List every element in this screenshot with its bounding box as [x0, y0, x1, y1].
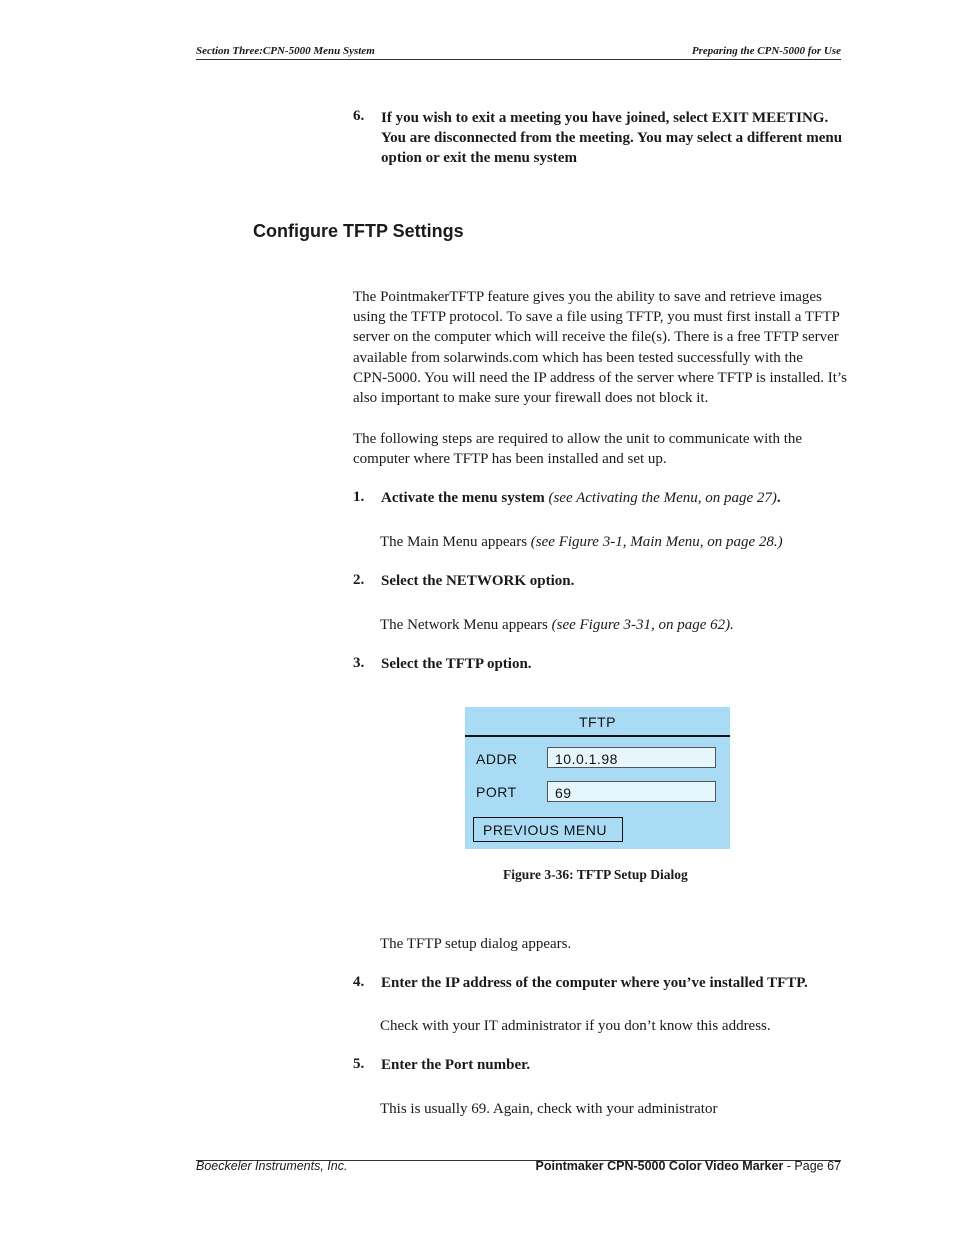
step-1-instruction: Activate the menu system [381, 490, 545, 506]
step-3-instruction: Select the TFTP option. [381, 656, 532, 672]
footer-page-number: - Page 67 [783, 1159, 841, 1173]
step-2-note-text: The Network Menu appears [380, 617, 552, 633]
port-field[interactable] [547, 781, 716, 802]
header-section-title: Section Three:CPN-5000 Menu System [196, 45, 375, 57]
paragraph-line: available from solarwinds.com which has been tested successfully with the [353, 349, 803, 366]
addr-value: 10.0.1.98 [555, 751, 618, 767]
paragraph-line: also important to make sure your firewall does not block it. [353, 390, 709, 407]
paragraph-line: CPN-5000. You will need the IP address of the server where TFTP is installed. It’s [353, 369, 847, 386]
paragraph-line: using the TFTP protocol. To save a file using TFTP, you must first install a TFTP [353, 309, 840, 326]
step-3-note: The TFTP setup dialog appears. [380, 936, 572, 952]
dialog-title: TFTP [579, 714, 616, 730]
step-5-instruction: Enter the Port number. [381, 1057, 531, 1073]
step-2-number: 2. [353, 572, 365, 588]
step-2-note [380, 615, 850, 635]
previous-menu-button[interactable] [473, 817, 623, 842]
step-6-text [381, 108, 851, 169]
intro-paragraph [353, 287, 853, 408]
figure-caption: Figure 3-36: TFTP Setup Dialog [503, 867, 688, 882]
port-label: PORT [476, 784, 517, 800]
addr-field[interactable] [547, 747, 716, 768]
previous-menu-label: PREVIOUS MENU [483, 822, 607, 838]
paragraph-line: server on the computer which will receive the file(s). There is a free TFTP server [353, 329, 839, 346]
section-title: Configure TFTP Settings [253, 221, 464, 241]
step-6-line: You are disconnected from the meeting. You may select a different menu [381, 130, 843, 147]
tftp-setup-dialog [465, 707, 730, 849]
step-4-instruction: Enter the IP address of the computer where you’ve installed TFTP. [381, 975, 808, 991]
addr-label: ADDR [476, 751, 518, 767]
paragraph-line: The following steps are required to allow the unit to communicate with the [353, 431, 803, 447]
header-rule [196, 59, 841, 60]
footer-page-info [536, 1159, 841, 1173]
step-5-number: 5. [353, 1056, 365, 1072]
step-1-number: 1. [353, 489, 365, 505]
footer-product-name: Pointmaker CPN-5000 Color Video Marker [535, 1159, 784, 1173]
step-5-note: This is usually 69. Again, check with your administrator [380, 1101, 718, 1117]
step-1-note-reference-link[interactable]: (see Figure 3-1, Main Menu, on page 28.) [530, 534, 783, 550]
step-1-note-text: The Main Menu appears [380, 534, 531, 550]
header-chapter-title: Preparing the CPN-5000 for Use [691, 45, 841, 57]
steps-intro-paragraph [353, 429, 853, 469]
step-6-number: 6. [353, 108, 365, 124]
port-value: 69 [555, 785, 572, 801]
step-1-note [380, 532, 850, 552]
step-1-text [381, 488, 851, 508]
step-6-line: option or exit the menu system [381, 150, 577, 167]
step-4-number: 4. [353, 974, 365, 990]
step-2-note-reference-link[interactable]: (see Figure 3-31, on page 62). [551, 617, 734, 633]
step-4-note: Check with your IT administrator if you don’t know this address. [380, 1018, 771, 1034]
footer-company: Boeckeler Instruments, Inc. [196, 1159, 348, 1173]
step-3-number: 3. [353, 655, 365, 671]
step-6-line: If you wish to exit a meeting you have joined, select EXIT MEETING. [381, 110, 829, 126]
paragraph-line: The PointmakerTFTP feature gives you the ability to save and retrieve images [353, 289, 822, 305]
dialog-title-divider [465, 735, 730, 737]
step-2-instruction: Select the NETWORK option. [381, 573, 575, 589]
step-1-reference-link[interactable]: (see Activating the Menu, on page 27) [544, 490, 777, 506]
step-1-period: . [776, 490, 781, 506]
paragraph-line: computer where TFTP has been installed and set up. [353, 451, 667, 468]
